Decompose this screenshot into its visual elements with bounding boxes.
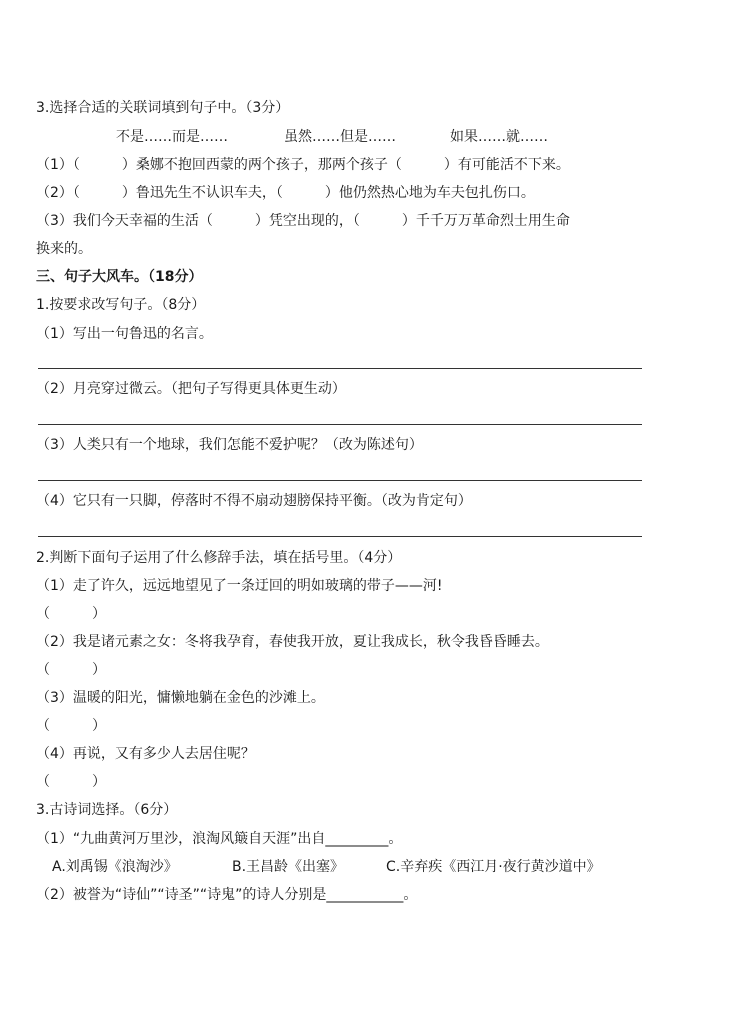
section-3-q1-title: 1.按要求改写句子。（8分）: [36, 297, 206, 313]
rhetoric-item-4: （4）再说，又有多少人去居住呢？: [36, 746, 255, 762]
answer-line-4[interactable]: [38, 536, 642, 537]
poem-option-a: A.刘禹锡《浪淘沙》: [52, 859, 178, 875]
poem-option-c: C.辛弃疾《西江月·夜行黄沙道中》: [386, 859, 601, 875]
poem-item-2: （2）被誉为“诗仙”“诗圣”“诗鬼”的诗人分别是___________。: [36, 887, 418, 903]
question-3-item-3: （3）我们今天幸福的生活（ ）凭空出现的，（ ）千千万万革命烈士用生命: [36, 213, 570, 229]
rhetoric-item-3: （3）温暖的阳光，慵懒地躺在金色的沙滩上。: [36, 690, 325, 706]
rewrite-item-1: （1）写出一句鲁迅的名言。: [36, 326, 213, 342]
section-3-heading: 三、句子大风车。（18分）: [36, 269, 203, 285]
rewrite-item-3: （3）人类只有一个地球，我们怎能不爱护呢？（改为陈述句）: [36, 437, 423, 453]
section-3-q2-title: 2.判断下面句子运用了什么修辞手法，填在括号里。（4分）: [36, 550, 402, 566]
answer-line-1[interactable]: [38, 368, 642, 369]
poem-item-1: （1）“九曲黄河万里沙，浪淘风簸自天涯”出自_________。: [36, 831, 403, 847]
option-3: 如果……就……: [450, 129, 548, 145]
rhetoric-item-2: （2）我是诸元素之女：冬将我孕育，春使我开放，夏让我成长，秋令我昏昏睡去。: [36, 634, 549, 650]
question-3-item-1: （1）（ ）桑娜不抱回西蒙的两个孩子，那两个孩子（ ）有可能活不下来。: [36, 157, 570, 173]
question-3-item-2: （2）（ ）鲁迅先生不认识车夫，（ ）他仍然热心地为车夫包扎伤口。: [36, 185, 535, 201]
answer-paren-2[interactable]: （ ）: [36, 662, 106, 678]
rewrite-item-2: （2）月亮穿过微云。（把句子写得更具体更生动）: [36, 381, 346, 397]
question-3-title: 3.选择合适的关联词填到句子中。（3分）: [36, 100, 290, 116]
answer-paren-1[interactable]: （ ）: [36, 606, 106, 622]
option-1: 不是……而是……: [116, 129, 228, 145]
rewrite-item-4: （4）它只有一只脚，停落时不得不扇动翅膀保持平衡。（改为肯定句）: [36, 493, 472, 509]
answer-line-2[interactable]: [38, 424, 642, 425]
option-2: 虽然……但是……: [284, 129, 396, 145]
question-3-item-3-cont: 换来的。: [36, 241, 92, 257]
rhetoric-item-1: （1）走了许久，远远地望见了一条迂回的明如玻璃的带子——河!: [36, 578, 443, 594]
section-3-q3-title: 3.古诗词选择。（6分）: [36, 802, 178, 818]
answer-paren-3[interactable]: （ ）: [36, 718, 106, 734]
poem-option-b: B.王昌龄《出塞》: [232, 859, 345, 875]
answer-line-3[interactable]: [38, 480, 642, 481]
answer-paren-4[interactable]: （ ）: [36, 774, 106, 790]
